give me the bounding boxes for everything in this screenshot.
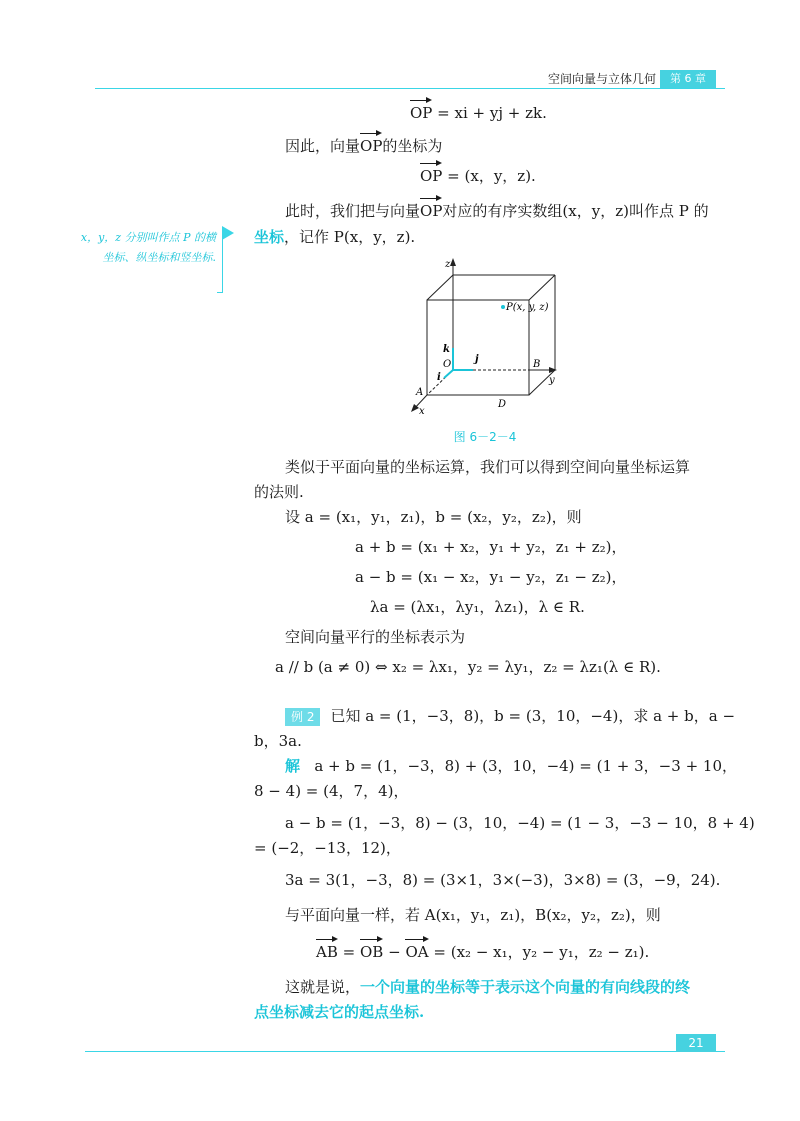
example-question-2: b，3a. bbox=[254, 732, 302, 750]
solution-line-5: 3a = 3(1，−3，8) = (3×1，3×(−3)，3×8) = (3，−9，24). bbox=[285, 871, 721, 889]
vector-ab: AB bbox=[316, 943, 338, 961]
header-divider bbox=[95, 88, 725, 89]
margin-bracket bbox=[217, 232, 223, 293]
label-p: P(x, y, z) bbox=[506, 302, 549, 313]
z-axis-arrow bbox=[450, 258, 456, 266]
label-i: i bbox=[437, 372, 441, 383]
paragraph-similar-2: 的法则. bbox=[254, 483, 304, 501]
definition-line-2: 坐标，记作 P(x，y，z). bbox=[254, 228, 416, 246]
point-p bbox=[501, 305, 505, 309]
equation-parallel: a // b (a ≠ 0) ⇔ x₂ = λx₁，y₂ = λy₁，z₂ = λz₁(λ ∈ R). bbox=[275, 658, 661, 676]
footer-divider bbox=[85, 1051, 725, 1052]
margin-pointer-icon bbox=[222, 226, 234, 240]
label-d: D bbox=[498, 399, 507, 410]
vector-ob: OB bbox=[360, 943, 384, 961]
label-o: O bbox=[443, 359, 452, 370]
vector-op: OP bbox=[410, 104, 433, 122]
intro-line: 因此，向量OP的坐标为 bbox=[285, 137, 443, 155]
definition-line: 此时，我们把与向量OP对应的有序实数组(x，y，z)叫作点 P 的 bbox=[285, 202, 709, 220]
header-title: 空间向量与立体几何 bbox=[547, 72, 656, 86]
cube-edge-1 bbox=[427, 275, 453, 300]
parallel-intro: 空间向量平行的坐标表示为 bbox=[285, 628, 466, 646]
label-x: x bbox=[419, 406, 425, 417]
label-y: y bbox=[549, 375, 555, 386]
let-line: 设 a = (x₁，y₁，z₁)，b = (x₂，y₂，z₂)，则 bbox=[285, 508, 582, 526]
label-a: A bbox=[416, 387, 424, 398]
equation-ab: AB = OB − OA = (x₂ − x₁，y₂ − y₁，z₂ − z₁). bbox=[316, 943, 650, 961]
vector-i bbox=[444, 370, 453, 378]
vector-op: OP bbox=[420, 167, 443, 185]
solution-label: 解 bbox=[285, 757, 301, 775]
like-plane-line: 与平面向量一样，若 A(x₁，y₁，z₁)，B(x₂，y₂，z₂)，则 bbox=[285, 906, 661, 924]
vector-op: OP bbox=[420, 202, 443, 220]
page-number: 21 bbox=[676, 1034, 716, 1052]
solution-line-2: 8 − 4) = (4，7，4)， bbox=[254, 782, 409, 800]
margin-note: x，y，z 分别叫作点 P 的横坐标、纵坐标和竖坐标. bbox=[80, 231, 216, 264]
coordinate-figure bbox=[405, 255, 575, 420]
solution-line-4: = (−2，−13，12)， bbox=[254, 839, 401, 857]
label-j: j bbox=[475, 354, 479, 365]
label-k: k bbox=[443, 344, 450, 355]
highlight-rule-2: 点坐标减去它的起点坐标. bbox=[254, 1003, 425, 1021]
conclusion-line: 这就是说，一个向量的坐标等于表示这个向量的有向线段的终 bbox=[285, 978, 691, 996]
example-question: 例 2 已知 a = (1，−3，8)，b = (3，10，−4)，求 a + b，a − bbox=[285, 705, 735, 727]
vector-op: OP bbox=[360, 137, 383, 155]
solution-line-3: a − b = (1，−3，8) − (3，10，−4) = (1 − 3，−3 − 10，8 + 4) bbox=[285, 814, 755, 832]
equation-op: OP = xi + yj + zk. bbox=[410, 104, 547, 122]
cube-edge-2 bbox=[529, 275, 555, 300]
equation-scale: λa = (λx₁，λy₁，λz₁)，λ ∈ R. bbox=[370, 598, 585, 616]
equation-coord: OP = (x，y，z). bbox=[420, 167, 536, 185]
vector-oa: OA bbox=[405, 943, 429, 961]
equation-add: a + b = (x₁ + x₂，y₁ + y₂，z₁ + z₂)， bbox=[355, 538, 627, 556]
example-label: 例 2 bbox=[285, 708, 320, 726]
highlight-rule: 一个向量的坐标等于表示这个向量的有向线段的终 bbox=[360, 978, 691, 996]
paragraph-similar: 类似于平面向量的坐标运算，我们可以得到空间向量坐标运算 bbox=[285, 458, 691, 476]
chapter-badge: 第 6 章 bbox=[660, 70, 716, 88]
term-coordinate: 坐标 bbox=[254, 228, 285, 246]
solution-line-1: 解 a + b = (1，−3，8) + (3，10，−4) = (1 + 3，−3 + 10， bbox=[285, 757, 737, 775]
label-b: B bbox=[533, 359, 541, 370]
label-z: z bbox=[445, 259, 451, 270]
equation-sub: a − b = (x₁ − x₂，y₁ − y₂，z₁ − z₂)， bbox=[355, 568, 627, 586]
figure-caption: 图 6－2－4 bbox=[453, 430, 517, 444]
